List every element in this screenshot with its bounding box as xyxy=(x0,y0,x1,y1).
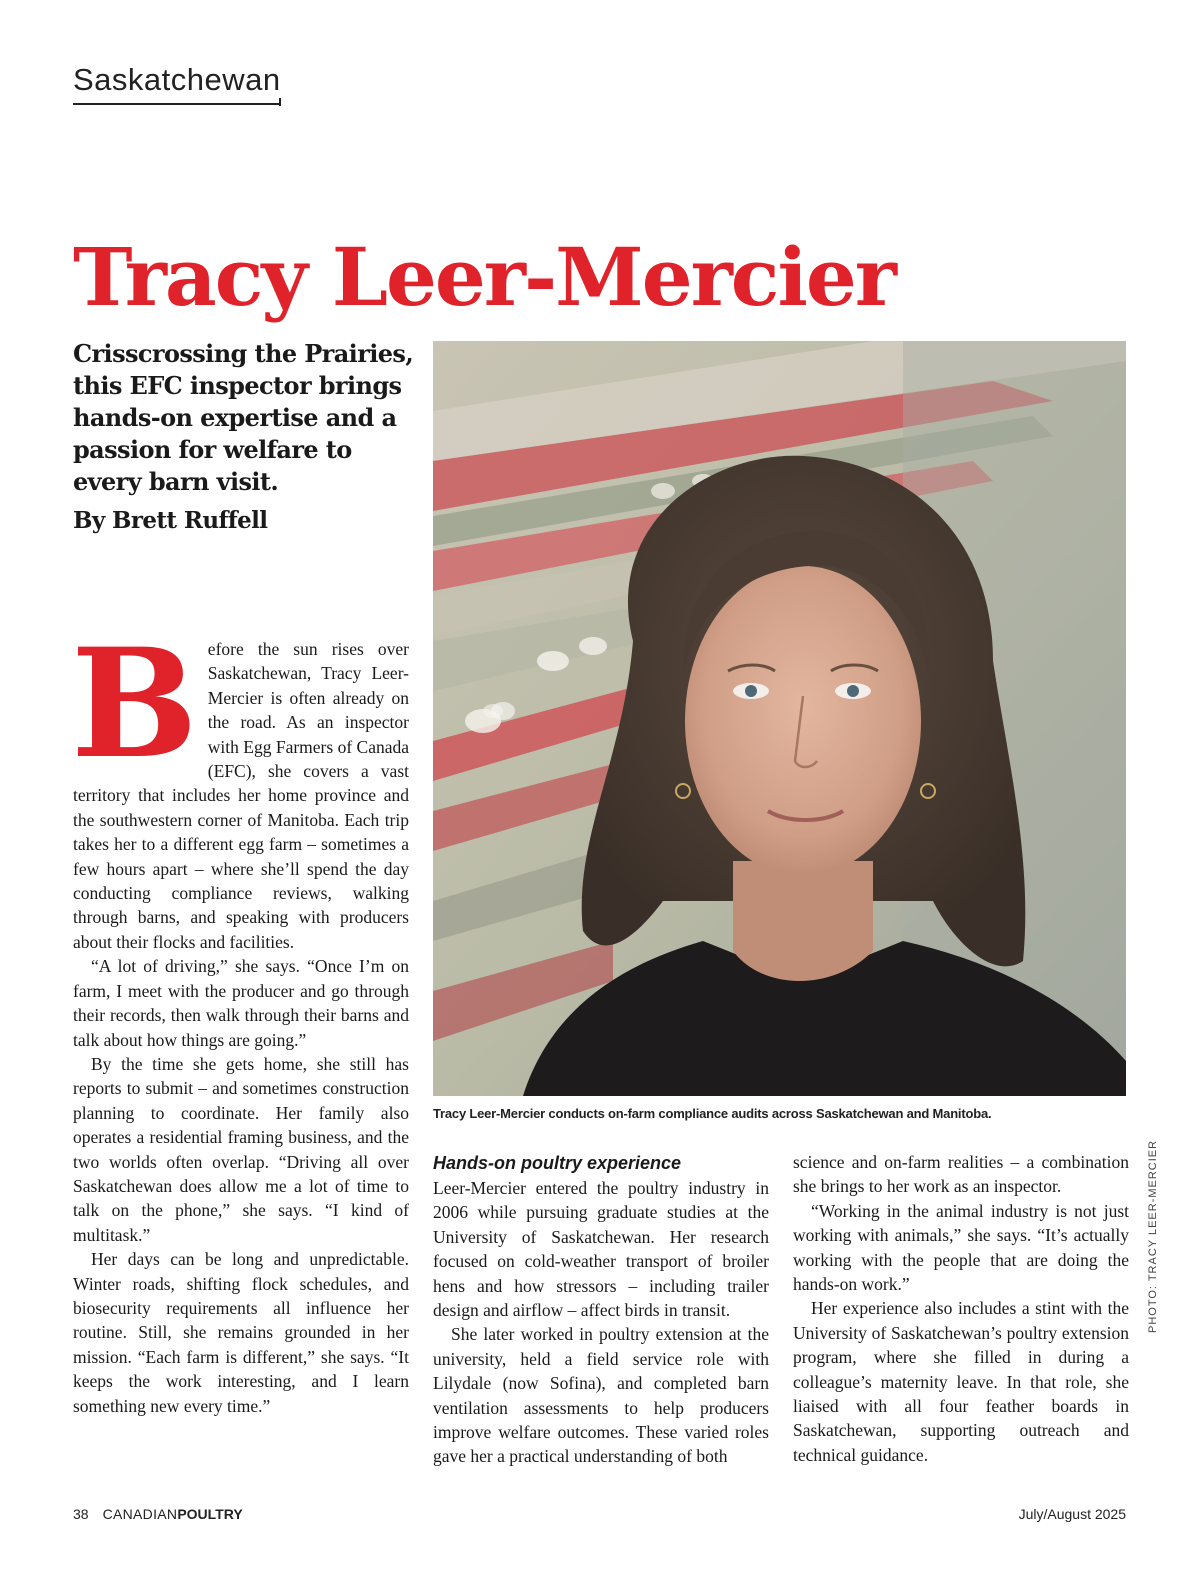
paragraph: Her days can be long and unpredictable. Winter roads, shifting flock schedules, and biosecurity requirements all influence her routine. Still, she remains grounded in her mission. “Each farm is different,” she says. “It keeps the work interesting, and I learn something new every time.” xyxy=(73,1249,409,1416)
paragraph: “A lot of driving,” she says. “Once I’m on farm, I meet with the producer and go through their records, then walk through their barns and talk about how things are going.” xyxy=(73,956,409,1050)
drop-cap: B xyxy=(71,616,198,792)
section-label: Saskatchewan xyxy=(73,62,281,97)
paragraph: By the time she gets home, she still has reports to submit – and sometimes construction planning to coordinate. Her family also operates a residential framing business, and the two worlds often overlap. “Driving all over Saskatchewan does allow me a lot of time to talk on the phone,” she says. “I kind of multitask.” xyxy=(73,1053,409,1245)
paragraph: “Working in the animal industry is not just working with animals,” she says. “It’s actually working with the people that are doing the hands-on work.” xyxy=(793,1200,1129,1295)
article-title: Tracy Leer-Mercier xyxy=(73,229,895,324)
article-deck: Crisscrossing the Prairies, this EFC inspector brings hands-on expertise and a passion for welfare to every barn visit. xyxy=(73,339,414,496)
footer-folio xyxy=(73,1506,243,1522)
paragraph: She later worked in poultry extension at the university, held a field service role with Lilydale (now Sofina), and completed barn ventilation assessments to help producers improve welfare outcomes. These varied roles gave her a practical understanding of both xyxy=(433,1324,769,1467)
photo-credit-text: PHOTO: TRACY LEER-MERCIER xyxy=(1147,1139,1159,1333)
subhead: Hands-on poultry experience xyxy=(433,1153,682,1173)
article-column-2 xyxy=(433,1150,769,1469)
section-rule xyxy=(73,103,280,105)
paragraph: Her experience also includes a stint with the University of Saskatchewan’s poultry extension program, where she filled in during a colleague’s maternity leave. In that role, she liaised with all four feather boards in Saskatchewan, supporting outreach and technical guidance. xyxy=(793,1298,1129,1465)
paragraph: efore the sun rises over Saskatchewan, Tracy Leer-Mercier is often already on the road. As an inspector with Egg Farmers of Canada (EFC), she covers a vast territory that includes her home province and the southwestern corner of Manitoba. Each trip takes her to a different egg farm – sometimes a few hours apart – where she’ll spend the day conducting compliance reviews, walking through barns, and speaking with producers about their flocks and facilities. xyxy=(73,639,409,952)
magazine-prefix: CANADIAN xyxy=(102,1506,178,1522)
magazine-name: POULTRY xyxy=(177,1506,243,1522)
issue-date: July/August 2025 xyxy=(1018,1506,1126,1522)
portrait-photo xyxy=(433,341,1126,1096)
paragraph: science and on-farm realities – a combination she brings to her work as an inspector. xyxy=(793,1152,1129,1197)
article-column-1 xyxy=(71,616,409,1418)
paragraph: Leer-Mercier entered the poultry industry in 2006 while pursuing graduate studies at the University of Saskatchewan. Her research focused on cold-weather transport of broiler hens and how stressors – including trailer design and airflow – affect birds in transit. xyxy=(433,1178,769,1321)
photo-caption: Tracy Leer-Mercier conducts on-farm compliance audits across Saskatchewan and Manitoba. xyxy=(433,1106,992,1121)
article-column-3 xyxy=(793,1150,1129,1467)
byline: By Brett Ruffell xyxy=(73,507,268,534)
page-number: 38 xyxy=(73,1506,89,1522)
